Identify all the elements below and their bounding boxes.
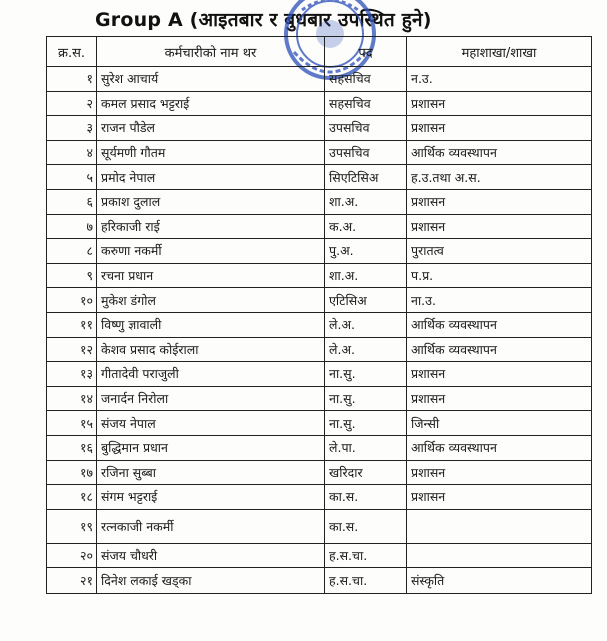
table-row xyxy=(47,362,592,387)
cell-name: संगम भट्टराई xyxy=(97,485,325,510)
cell-post: ना.सु. xyxy=(325,362,407,387)
cell-branch: जिन्सी xyxy=(407,411,592,436)
cell-name: रचना प्रधान xyxy=(97,263,325,288)
table-row xyxy=(47,165,592,190)
table-row xyxy=(47,312,592,337)
attendance-table xyxy=(46,36,592,594)
cell-serial: २१ xyxy=(47,568,97,594)
cell-name: करुणा नकर्मी xyxy=(97,239,325,264)
cell-name: सुरेश आचार्य xyxy=(97,67,325,92)
cell-serial: १५ xyxy=(47,411,97,436)
cell-name: मुकेश डंगोल xyxy=(97,288,325,313)
cell-branch xyxy=(407,509,592,543)
cell-serial: १२ xyxy=(47,337,97,362)
cell-post: ना.सु. xyxy=(325,411,407,436)
table-header-row xyxy=(47,37,592,67)
cell-name: रत्नकाजी नकर्मी xyxy=(97,509,325,543)
cell-name: हरिकाजी राई xyxy=(97,214,325,239)
cell-post: ह.स.चा. xyxy=(325,568,407,594)
cell-post: क.अ. xyxy=(325,214,407,239)
cell-name: गीतादेवी पराजुली xyxy=(97,362,325,387)
cell-serial: २ xyxy=(47,91,97,116)
cell-branch: आर्थिक व्यवस्थापन xyxy=(407,337,592,362)
header-post: पद xyxy=(325,37,407,67)
cell-serial: ५ xyxy=(47,165,97,190)
table-row xyxy=(47,91,592,116)
table-row xyxy=(47,140,592,165)
cell-post: ले.अ. xyxy=(325,337,407,362)
table-row xyxy=(47,239,592,264)
table-row xyxy=(47,189,592,214)
table-row xyxy=(47,337,592,362)
cell-post: पु.अ. xyxy=(325,239,407,264)
cell-branch: आर्थिक व्यवस्थापन xyxy=(407,435,592,460)
cell-serial: २० xyxy=(47,543,97,568)
cell-serial: १ xyxy=(47,67,97,92)
cell-serial: ८ xyxy=(47,239,97,264)
cell-post: शा.अ. xyxy=(325,263,407,288)
cell-name: केशव प्रसाद कोईराला xyxy=(97,337,325,362)
table-row xyxy=(47,435,592,460)
cell-name: राजन पौडेल xyxy=(97,116,325,141)
cell-post: उपसचिव xyxy=(325,140,407,165)
cell-branch: आर्थिक व्यवस्थापन xyxy=(407,140,592,165)
header-name: कर्मचारीको नाम थर xyxy=(97,37,325,67)
cell-post: एटिसिअ xyxy=(325,288,407,313)
table-row xyxy=(47,116,592,141)
cell-branch: प्रशासन xyxy=(407,362,592,387)
cell-serial: ७ xyxy=(47,214,97,239)
table-row xyxy=(47,509,592,543)
cell-name: रजिना सुब्बा xyxy=(97,460,325,485)
cell-name: दिनेश लकाई खड्का xyxy=(97,568,325,594)
cell-branch: न.उ. xyxy=(407,67,592,92)
cell-post: ले.पा. xyxy=(325,435,407,460)
cell-post: सहसचिव xyxy=(325,91,407,116)
cell-name: सूर्यमणी गौतम xyxy=(97,140,325,165)
table-row xyxy=(47,460,592,485)
cell-branch: प्रशासन xyxy=(407,214,592,239)
table-row xyxy=(47,411,592,436)
cell-branch xyxy=(407,543,592,568)
cell-branch: आर्थिक व्यवस्थापन xyxy=(407,312,592,337)
cell-branch: पुरातत्व xyxy=(407,239,592,264)
cell-branch: प्रशासन xyxy=(407,386,592,411)
cell-serial: १९ xyxy=(47,509,97,543)
cell-branch: ना.उ. xyxy=(407,288,592,313)
cell-serial: १० xyxy=(47,288,97,313)
cell-name: विष्णु ज्ञावाली xyxy=(97,312,325,337)
table-row xyxy=(47,67,592,92)
cell-branch: ह.उ.तथा अ.स. xyxy=(407,165,592,190)
cell-post: खरिदार xyxy=(325,460,407,485)
cell-branch: प्रशासन xyxy=(407,91,592,116)
cell-branch: प्रशासन xyxy=(407,189,592,214)
table-row xyxy=(47,485,592,510)
cell-name: संजय चौधरी xyxy=(97,543,325,568)
cell-branch: संस्कृति xyxy=(407,568,592,594)
table-row xyxy=(47,568,592,594)
cell-post: ह.स.चा. xyxy=(325,543,407,568)
cell-serial: १३ xyxy=(47,362,97,387)
cell-serial: १६ xyxy=(47,435,97,460)
cell-name: जनार्दन निरोला xyxy=(97,386,325,411)
cell-post: ले.अ. xyxy=(325,312,407,337)
cell-serial: १८ xyxy=(47,485,97,510)
table-row xyxy=(47,263,592,288)
table-row xyxy=(47,214,592,239)
cell-name: संजय नेपाल xyxy=(97,411,325,436)
cell-serial: ११ xyxy=(47,312,97,337)
cell-branch: प्रशासन xyxy=(407,460,592,485)
cell-serial: १७ xyxy=(47,460,97,485)
cell-serial: ३ xyxy=(47,116,97,141)
cell-post: ना.सु. xyxy=(325,386,407,411)
cell-post: का.स. xyxy=(325,485,407,510)
cell-branch: प्रशासन xyxy=(407,485,592,510)
cell-post: उपसचिव xyxy=(325,116,407,141)
table-row xyxy=(47,288,592,313)
cell-branch: प.प्र. xyxy=(407,263,592,288)
cell-name: कमल प्रसाद भट्टराई xyxy=(97,91,325,116)
table-row xyxy=(47,386,592,411)
cell-post: का.स. xyxy=(325,509,407,543)
cell-post: सिएटिसिअ xyxy=(325,165,407,190)
cell-post: सहसचिव xyxy=(325,67,407,92)
table-row xyxy=(47,543,592,568)
cell-serial: १४ xyxy=(47,386,97,411)
cell-post: शा.अ. xyxy=(325,189,407,214)
cell-name: बुद्धिमान प्रधान xyxy=(97,435,325,460)
cell-serial: ४ xyxy=(47,140,97,165)
cell-serial: ९ xyxy=(47,263,97,288)
cell-name: प्रमोद नेपाल xyxy=(97,165,325,190)
cell-serial: ६ xyxy=(47,189,97,214)
header-serial: क्र.स. xyxy=(47,37,97,67)
cell-name: प्रकाश दुलाल xyxy=(97,189,325,214)
header-branch: महाशाखा/शाखा xyxy=(407,37,592,67)
document-title: Group A (आइतबार र बुधबार उपस्थित हुने) xyxy=(95,9,432,31)
cell-branch: प्रशासन xyxy=(407,116,592,141)
